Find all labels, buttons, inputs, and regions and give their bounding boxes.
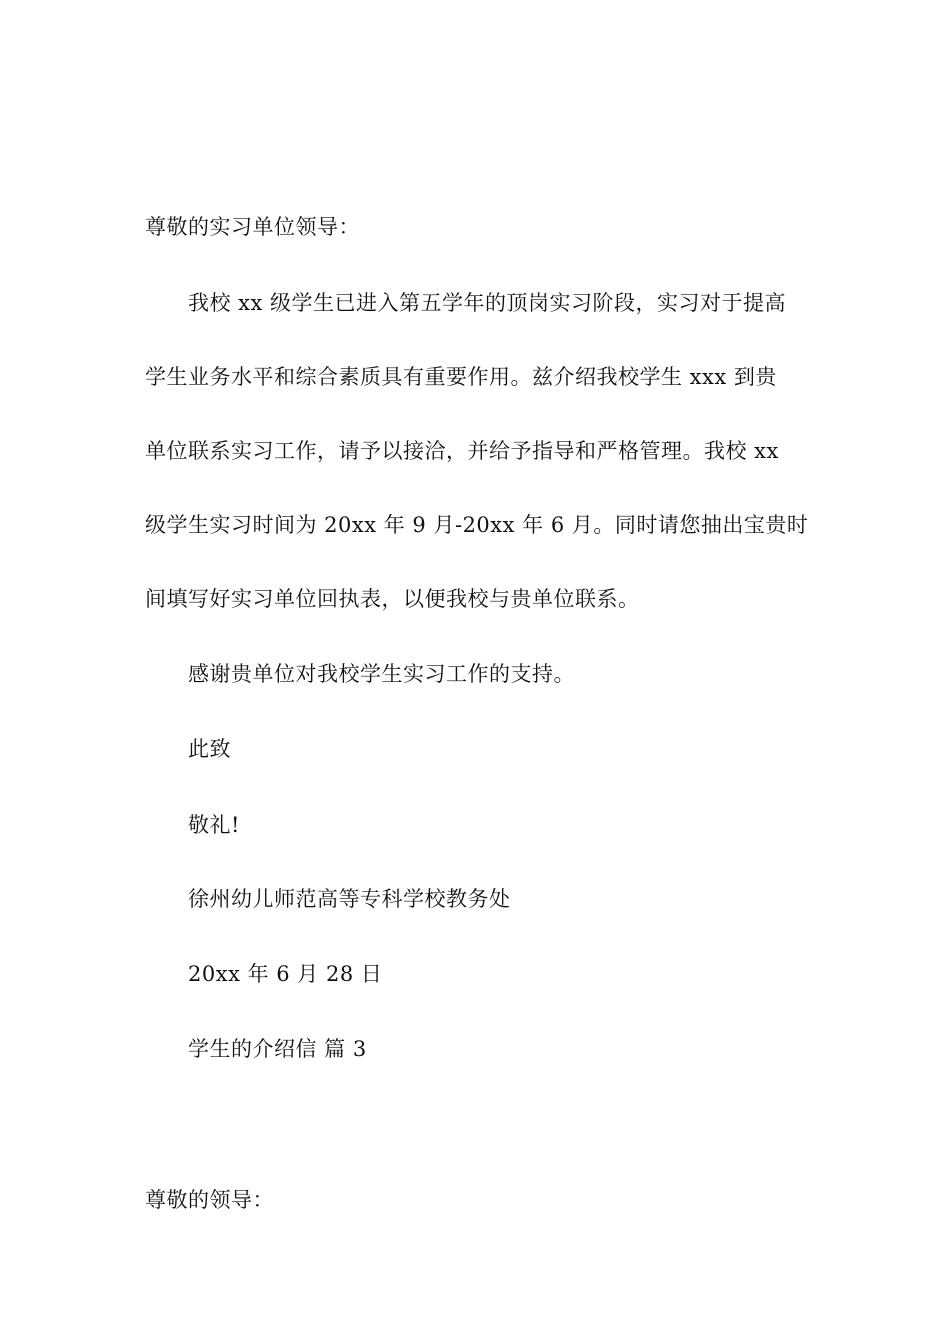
date-line: 20xx 年 6 月 28 日 bbox=[188, 962, 383, 986]
section-heading: 学生的介绍信 篇 3 bbox=[188, 1037, 367, 1061]
salutation-letter2: 尊敬的领导： bbox=[145, 1188, 274, 1212]
body-line-2: 学生业务水平和综合素质具有重要作用。兹介绍我校学生 xxx 到贵 bbox=[145, 365, 777, 389]
body-line-1: 我校 xx 级学生已进入第五学年的顶岗实习阶段，实习对于提高 bbox=[188, 291, 787, 315]
body-line-3: 单位联系实习工作，请予以接洽，并给予指导和严格管理。我校 xx bbox=[145, 439, 779, 463]
closing-line-2: 敬礼! bbox=[188, 813, 240, 837]
body-line-5: 间填写好实习单位回执表，以便我校与贵单位联系。 bbox=[145, 587, 640, 611]
body-line-4: 级学生实习时间为 20xx 年 9 月-20xx 年 6 月。同时请您抽出宝贵时 bbox=[145, 513, 809, 537]
salutation-letter1: 尊敬的实习单位领导： bbox=[145, 215, 360, 239]
signature-line: 徐州幼儿师范高等专科学校教务处 bbox=[188, 887, 511, 911]
thanks-line: 感谢贵单位对我校学生实习工作的支持。 bbox=[188, 662, 575, 686]
closing-line-1: 此致 bbox=[188, 737, 231, 761]
